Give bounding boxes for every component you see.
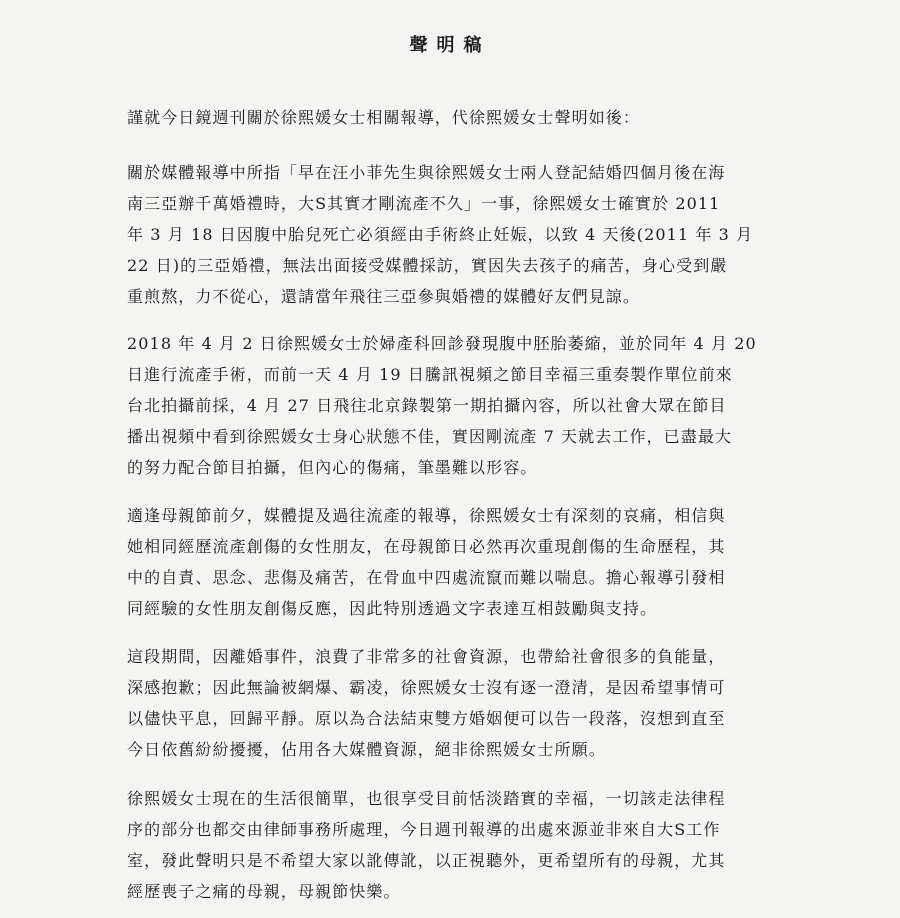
paragraph-line: 播出視頻中看到徐熙媛女士身心狀態不佳，實因剛流產 7 天就去工作，已盡最大 <box>127 427 733 446</box>
paragraph-line: 日進行流產手術，而前一天 4 月 19 日騰訊視頻之節目幸福三重奏製作單位前來 <box>127 365 733 384</box>
paragraph-closing <box>127 783 777 907</box>
paragraph-line: 深感抱歉；因此無論被網爆、霸凌，徐熙媛女士沒有逐一澄清，是因希望事情可 <box>127 678 726 697</box>
paragraph-line: 她相同經歷流產創傷的女性朋友，在母親節日必然再次重現創傷的生命歷程，其 <box>127 537 726 556</box>
paragraph-line: 2018 年 4 月 2 日徐熙媛女士於婦產科回診發現腹中胚胎萎縮，並於同年 4 月 20 <box>127 334 757 353</box>
paragraph-apology <box>127 641 777 765</box>
greeting-line: 謹就今日鏡週刊關於徐熙媛女士相關報導，代徐熙媛女士聲明如後： <box>127 108 641 127</box>
paragraph-line: 的努力配合節目拍攝，但內心的傷痛，筆墨難以形容。 <box>127 458 538 477</box>
paragraph-line: 經歷喪子之痛的母親，母親節快樂。 <box>127 882 401 901</box>
paragraph-line: 年 3 月 18 日因腹中胎兒死亡必須經由手術終止妊娠，以致 4 天後(2011 年 3 月 <box>127 225 754 244</box>
paragraph-line: 台北拍攝前採，4 月 27 日飛往北京錄製第一期拍攝內容，所以社會大眾在節目 <box>127 396 727 415</box>
paragraph-line: 南三亞辦千萬婚禮時，大S其實才剛流產不久」一事，徐熙媛女士確實於 2011 <box>127 194 721 213</box>
paragraph-line: 今日依舊紛紛擾擾，佔用各大媒體資源，絕非徐熙媛女士所願。 <box>127 740 606 759</box>
paragraph-miscarriage-2018 <box>127 328 777 483</box>
paragraph-miscarriage-2011 <box>127 157 777 312</box>
paragraph-line: 22 日)的三亞婚禮，無法出面接受媒體採訪，實因失去孩子的痛苦，身心受到嚴 <box>127 256 728 275</box>
paragraph-line: 這段期間，因離婚事件，浪費了非常多的社會資源，也帶給社會很多的負能量， <box>127 647 726 666</box>
paragraph-line: 室，發此聲明只是不希望大家以訛傳訛，以正視聽外，更希望所有的母親，尤其 <box>127 851 726 870</box>
paragraph-line: 序的部分也都交由律師事務所處理，今日週刊報導的出處來源並非來自大S工作 <box>127 820 721 839</box>
document-title: 聲明稿 <box>409 35 491 56</box>
paragraph-mothers-day <box>127 500 777 624</box>
greeting-paragraph <box>127 102 777 133</box>
paragraph-line: 中的自責、思念、悲傷及痛苦，在骨血中四處流竄而難以喘息。擔心報導引發相 <box>127 568 726 587</box>
paragraph-line: 適逢母親節前夕，媒體提及過往流產的報導，徐熙媛女士有深刻的哀痛，相信與 <box>127 506 726 525</box>
paragraph-line: 以儘快平息，回歸平靜。原以為合法結束雙方婚姻便可以告一段落，沒想到直至 <box>127 709 726 728</box>
paragraph-line: 同經驗的女性朋友創傷反應，因此特別透過文字表達互相鼓勵與支持。 <box>127 599 658 618</box>
paragraph-line: 徐熙媛女士現在的生活很簡單，也很享受目前恬淡踏實的幸福，一切該走法律程 <box>127 789 726 808</box>
paragraph-line: 重煎熬，力不從心，還請當年飛往三亞參與婚禮的媒體好友們見諒。 <box>127 287 641 306</box>
paragraph-line: 關於媒體報導中所指「早在汪小菲先生與徐熙媛女士兩人登記結婚四個月後在海 <box>127 163 726 182</box>
